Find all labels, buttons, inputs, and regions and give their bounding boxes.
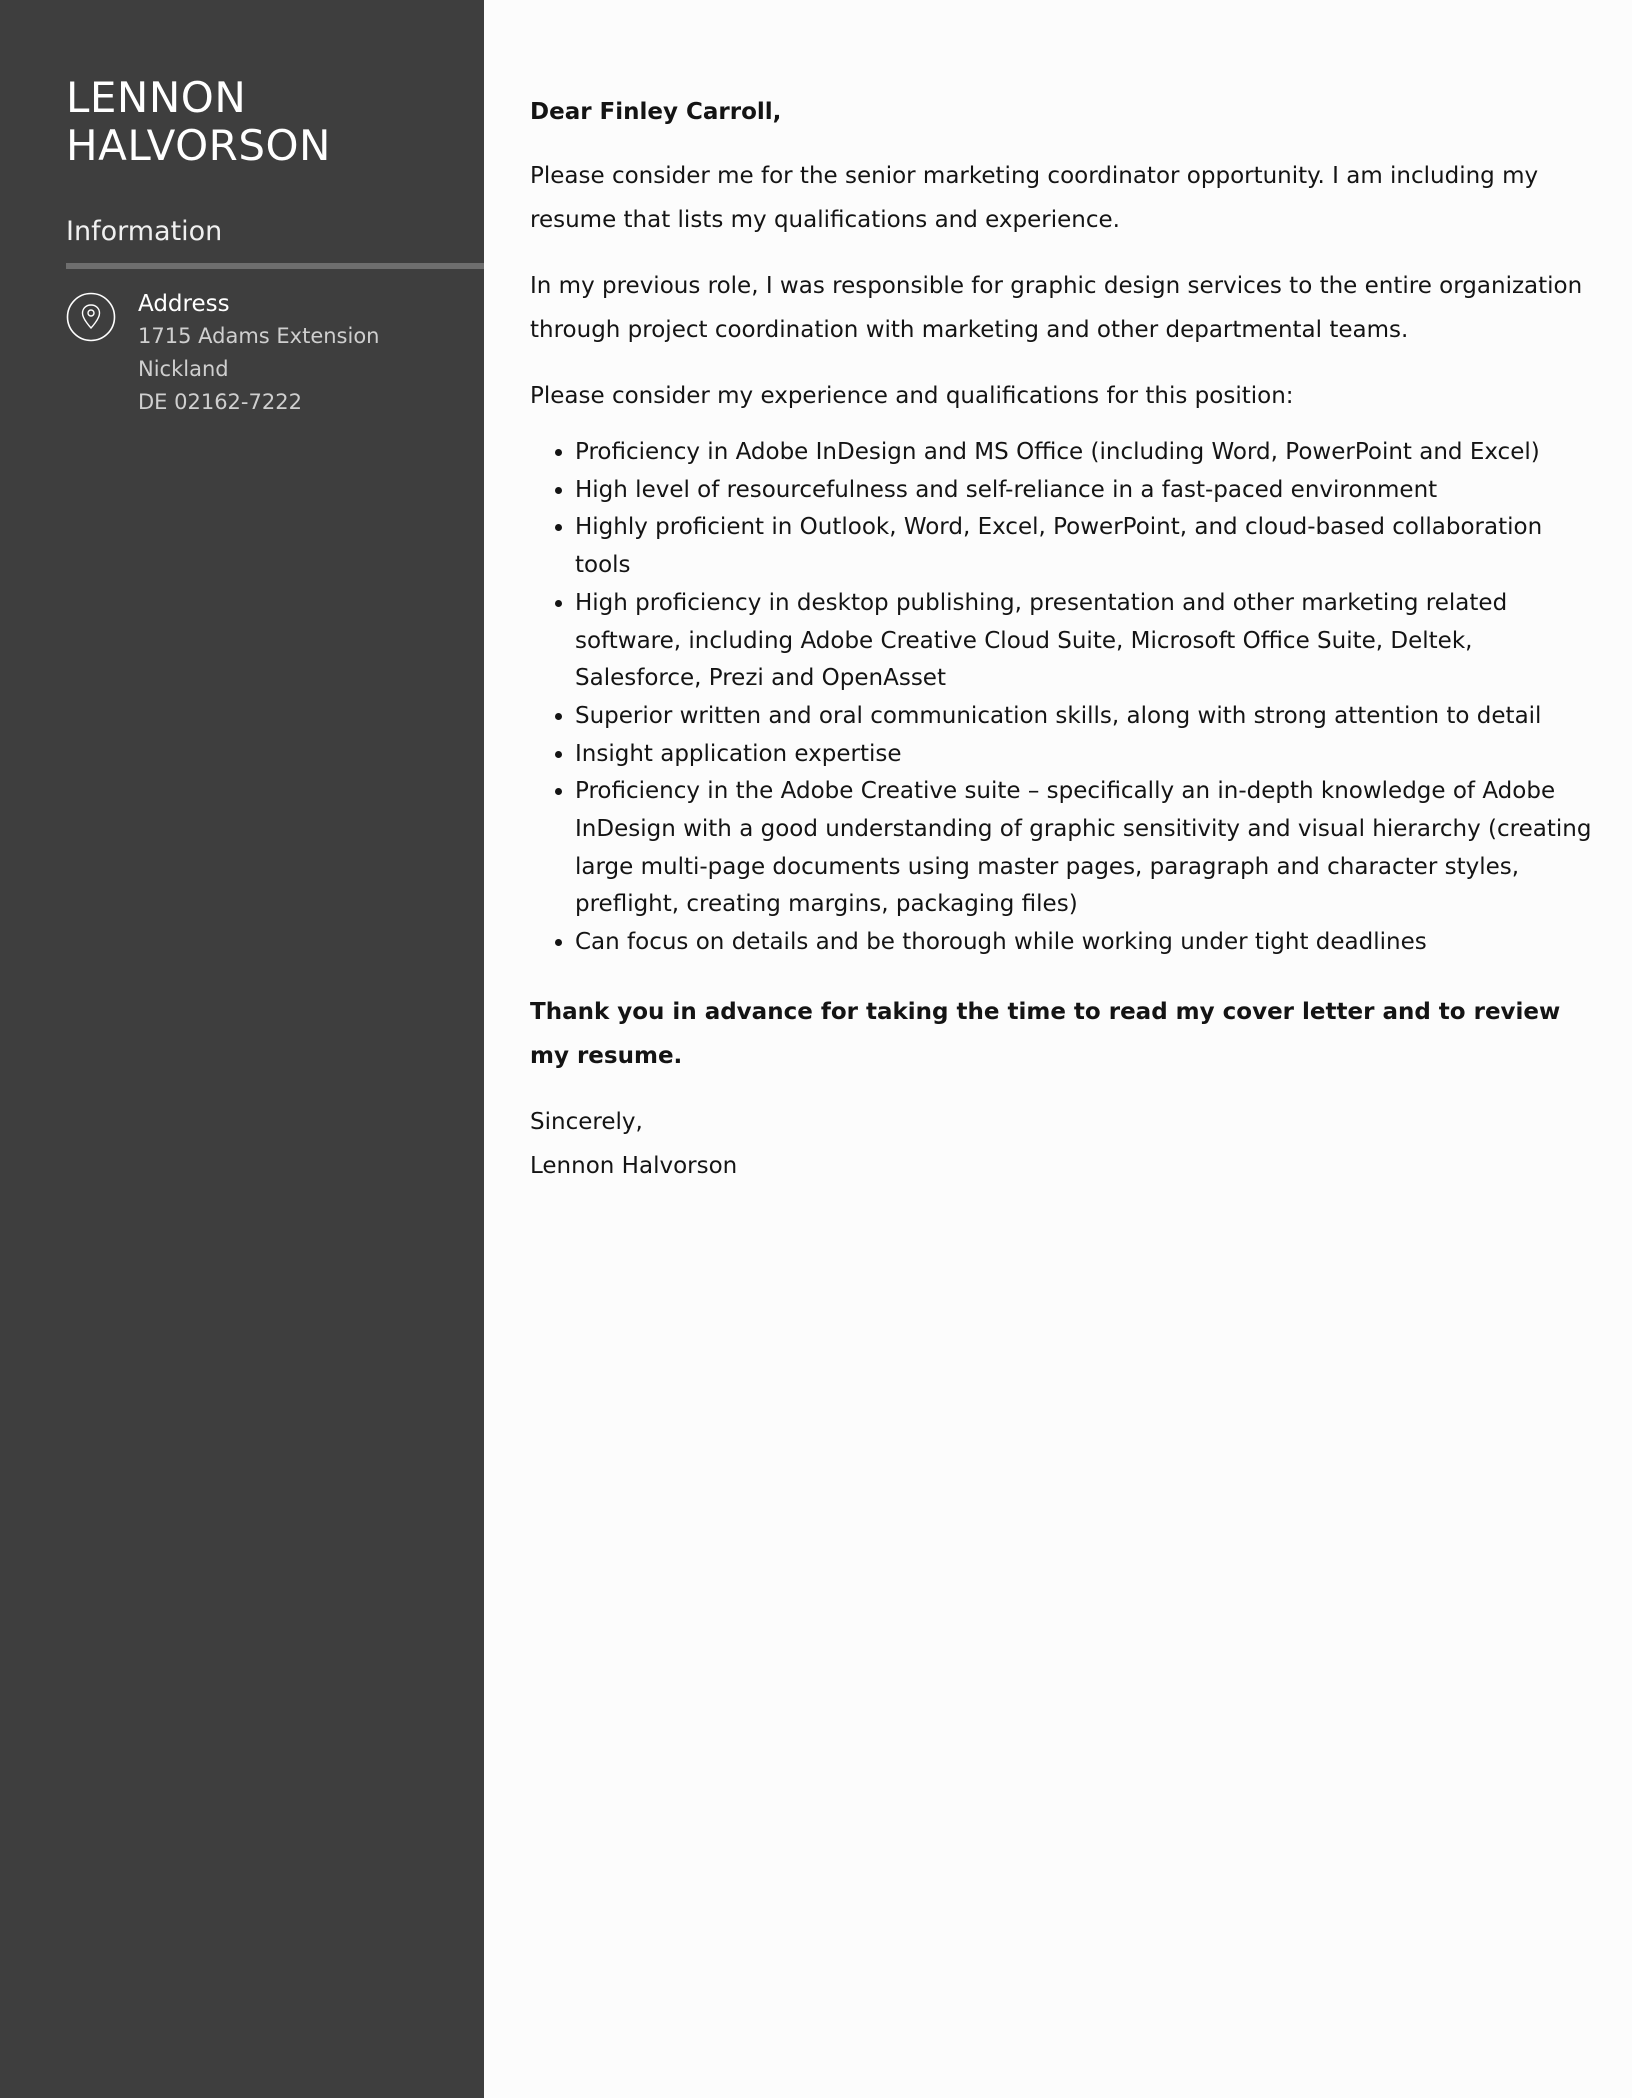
list-item: • Insight application expertise: [575, 736, 1600, 774]
information-divider: [66, 263, 484, 269]
list-item: • Superior written and oral communication skills, along with strong attention to detail: [575, 698, 1600, 736]
candidate-first-name: LENNON: [66, 73, 247, 122]
salutation: Dear Finley Carroll,: [530, 99, 782, 125]
list-item: • High level of resourcefulness and self-reliance in a fast-paced environment: [575, 472, 1600, 510]
experience-paragraph: In my previous role, I was responsible for graphic design services to the entire organization through project coordination with marketing and other departmental teams.: [530, 273, 1583, 343]
address-label: Address: [138, 291, 230, 317]
intro-paragraph: Please consider me for the senior marketing coordinator opportunity. I am including my resume that lists my qualifications and experience.: [530, 163, 1539, 233]
closing: Sincerely,: [530, 1108, 643, 1135]
list-item: • High proficiency in desktop publishing, presentation and other marketing related software, including Adobe Creative Cloud Suite, Microsoft Office Suite, Deltek, Salesforce, Prezi and OpenAsset: [575, 585, 1600, 698]
sidebar: [0, 0, 484, 2098]
address-street: 1715 Adams Extension: [138, 324, 380, 348]
list-item: • Proficiency in the Adobe Creative suite – specifically an in-depth knowledge of Adobe InDesign with a good understanding of graphic sensitivity and visual hierarchy (creating large multi-page documents using master pages, paragraph and character styles, preflight, creating margins, packaging files): [575, 773, 1600, 924]
qualifications-list: [530, 434, 1600, 962]
information-heading: Information: [66, 216, 223, 247]
list-item: • Can focus on details and be thorough while working under tight deadlines: [575, 924, 1600, 962]
signature: Lennon Halvorson: [530, 1152, 738, 1179]
letter-body: [530, 92, 1600, 1188]
candidate-name: [66, 74, 331, 170]
address-city: Nickland: [138, 357, 229, 381]
list-item: • Highly proficient in Outlook, Word, Excel, PowerPoint, and cloud-based collaboration tools: [575, 509, 1600, 584]
address-block: [138, 288, 379, 419]
location-pin-icon: [66, 292, 116, 342]
qualifications-intro: Please consider my experience and qualifications for this position:: [530, 383, 1294, 409]
candidate-last-name: HALVORSON: [66, 121, 331, 170]
thank-you-line: Thank you in advance for taking the time to read my cover letter and to review my resume.: [530, 998, 1561, 1069]
list-item: • Proficiency in Adobe InDesign and MS Office (including Word, PowerPoint and Excel): [575, 434, 1600, 472]
address-postal: DE 02162-7222: [138, 390, 302, 414]
